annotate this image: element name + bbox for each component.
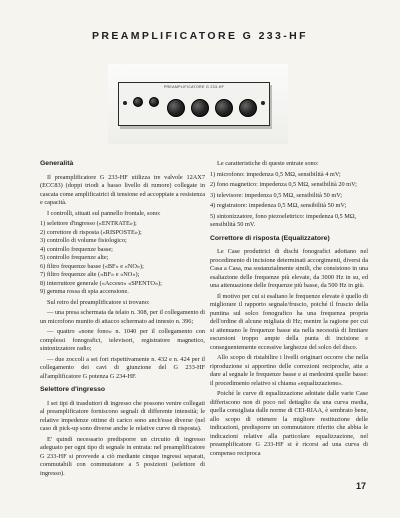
controls-list <box>40 220 205 297</box>
list-item: 3) televisore: impedenza 0,5 MΩ, sensibilità 50 mV; <box>210 191 343 199</box>
selector-knob <box>133 97 143 107</box>
page-title: PREAMPLIFICATORE G 233-HF <box>92 30 308 42</box>
response-knob <box>149 97 159 107</box>
section-heading-selettore: Selettore d'ingresso <box>40 386 106 393</box>
list-item: 6) filtro frequenze basse («BF» e «NO»); <box>40 262 144 270</box>
paragraph: E' quindi necessario predisporre un circuito di ingresso adeguato per ogni tipo di segnale in entrata: nel preamplificatore G 233-HF si provvede a ciò mediante cinque ingressi separati, commutabili con commutatore a 5 posizioni (selettore di ingresso). <box>40 435 205 477</box>
mounting-hole-right <box>261 101 265 105</box>
section-heading-correttore: Correttore di risposta (Equalizzatore) <box>210 234 330 242</box>
right-column <box>210 160 368 460</box>
paragraph: Il preamplificatore G 233-HF utilizza tre valvole 12AX7 (ECC83) (doppi triodi a basso livello di rumore) collegate in cascata come amplificatrici di tensione ed accoppiate a resistenza e capacità. <box>40 173 205 206</box>
mounting-hole-left <box>123 101 127 105</box>
volume-knob <box>167 99 185 117</box>
bass-knob <box>191 99 209 117</box>
front-panel <box>118 82 270 126</box>
paragraph: — due zoccoli a sei fori rispettivamente n. 432 e n. 424 per il collegamento dei cavi di giunzione del G 233-HF all'amplificatore G potenza G 234-HF. <box>40 355 205 380</box>
list-item: 7) filtro frequenze alte («BF» e «NO»); <box>40 271 140 278</box>
filter-knob <box>239 99 257 117</box>
section-heading-generalita: Generalità <box>40 160 74 167</box>
panel-label: PREAMPLIFICATORE G 233-HF <box>163 85 225 89</box>
left-column <box>40 160 205 480</box>
paragraph: Le Case produttrici di dischi fonografici adottano nel procedimento di incisione determinati accorgimenti, diversi da Casa a Casa, ma sostanzialmente simili, che consistono in una esaltazione delle frequenze più elevate, da 3000 Hz in su, ed una attenuazione delle frequenze più basse, da 500 Hz in giù. <box>210 248 368 289</box>
paragraph: Le caratteristiche di queste entrate sono: <box>217 160 319 167</box>
list-item: 4) controllo frequenze basse; <box>40 245 113 253</box>
paragraph: — quattro «none fono» n. 1040 per il collegamento con complessi fonografici, televisori, registratore magnetico, sintonizzatore radio; <box>40 328 205 352</box>
list-item: 5) controllo frequenze alte; <box>40 254 109 261</box>
preamplifier-photo <box>108 64 288 144</box>
paragraph: I sei tipi di trasduttori di ingresso che possono venire collegati al preamplificatore forniscono segnali di differente intensità; le relative impedenze ottime di carico sono anch'esse diverse (nel caso di pick-up sono diverse anche le relative curve di risposta). <box>40 399 205 432</box>
list-item: 9) gemma rossa di spia accensione. <box>40 288 129 295</box>
treble-knob <box>215 99 233 117</box>
paragraph: I controlli, situati sul pannello frontale, sono: <box>47 209 161 217</box>
list-item: 1) selettore d'ingresso («ENTRATE»); <box>40 220 137 227</box>
list-item: 4) registratore: impedenza 0,5 MΩ, sensibilità 50 mV; <box>210 202 347 209</box>
list-item: 3) controllo di volume fisiologico; <box>40 237 127 244</box>
paragraph: Il motivo per cui si esaltano le frequenze elevate è quello di migliorare il rapporto segnale/fruscio, poiché il fruscio della puntina sul solco fonografico ha una frequenza propria dell'ordine di alcune migliaia di Hz; mentre la ragione per cui si attenuano le frequenze basse sta nella necessità di limitare escursioni troppo ampie della punta di incisione e conseguentemente eccessive larghezze del solco del disco. <box>210 292 368 351</box>
paragraph: Poiché le curve di equalizzazione adottate dalle varie Case differiscono non di poco nel dettaglio da una curva media, quella consigliata dalle norme di CEI-RIAA, è sembrato bene, allo scopo di ottenere la migliore restituzione delle indicazioni, predisporre un commutatore riferito che abbia le indicazioni relative alla particolare equalizzazione, nel preamplificatore G 233-HF si è ricorsi ad una curva di compenso reciproca <box>210 390 368 457</box>
paragraph: — una presa schermata da telaio n. 308, per il collegamento di un microfono munito di attacco schermato ad innesto n. 396; <box>40 309 205 325</box>
list-item: 2) fono magnetico: impedenza 0,5 MΩ, sensibilità 20 mV; <box>210 181 357 188</box>
paragraph: Allo scopo di ristabilire i livelli originari occorre che nella riproduzione si apportino delle correzioni reciproche, atte a dare al segnale le frequenze basse e ai medesimi quelle basse: il procedimento relativo si chiama «equalizzazione». <box>210 354 368 387</box>
list-item: 2) correttore di risposta («RISPOSTE»); <box>40 228 142 236</box>
list-item: 1) microfono: impedenza 0,5 MΩ, sensibilità 4 mV; <box>210 170 341 178</box>
page-number: 17 <box>355 481 366 491</box>
list-item: 8) interruttore generale («Acceso» «SPENTO»); <box>40 279 162 287</box>
list-item: 5) sintonizzatore, fono piezoelettrico: impedenza 0,5 MΩ, sensibilità 50 mV. <box>210 212 357 228</box>
paragraph: Sul retro del preamplificatore si trovano: <box>47 298 150 306</box>
